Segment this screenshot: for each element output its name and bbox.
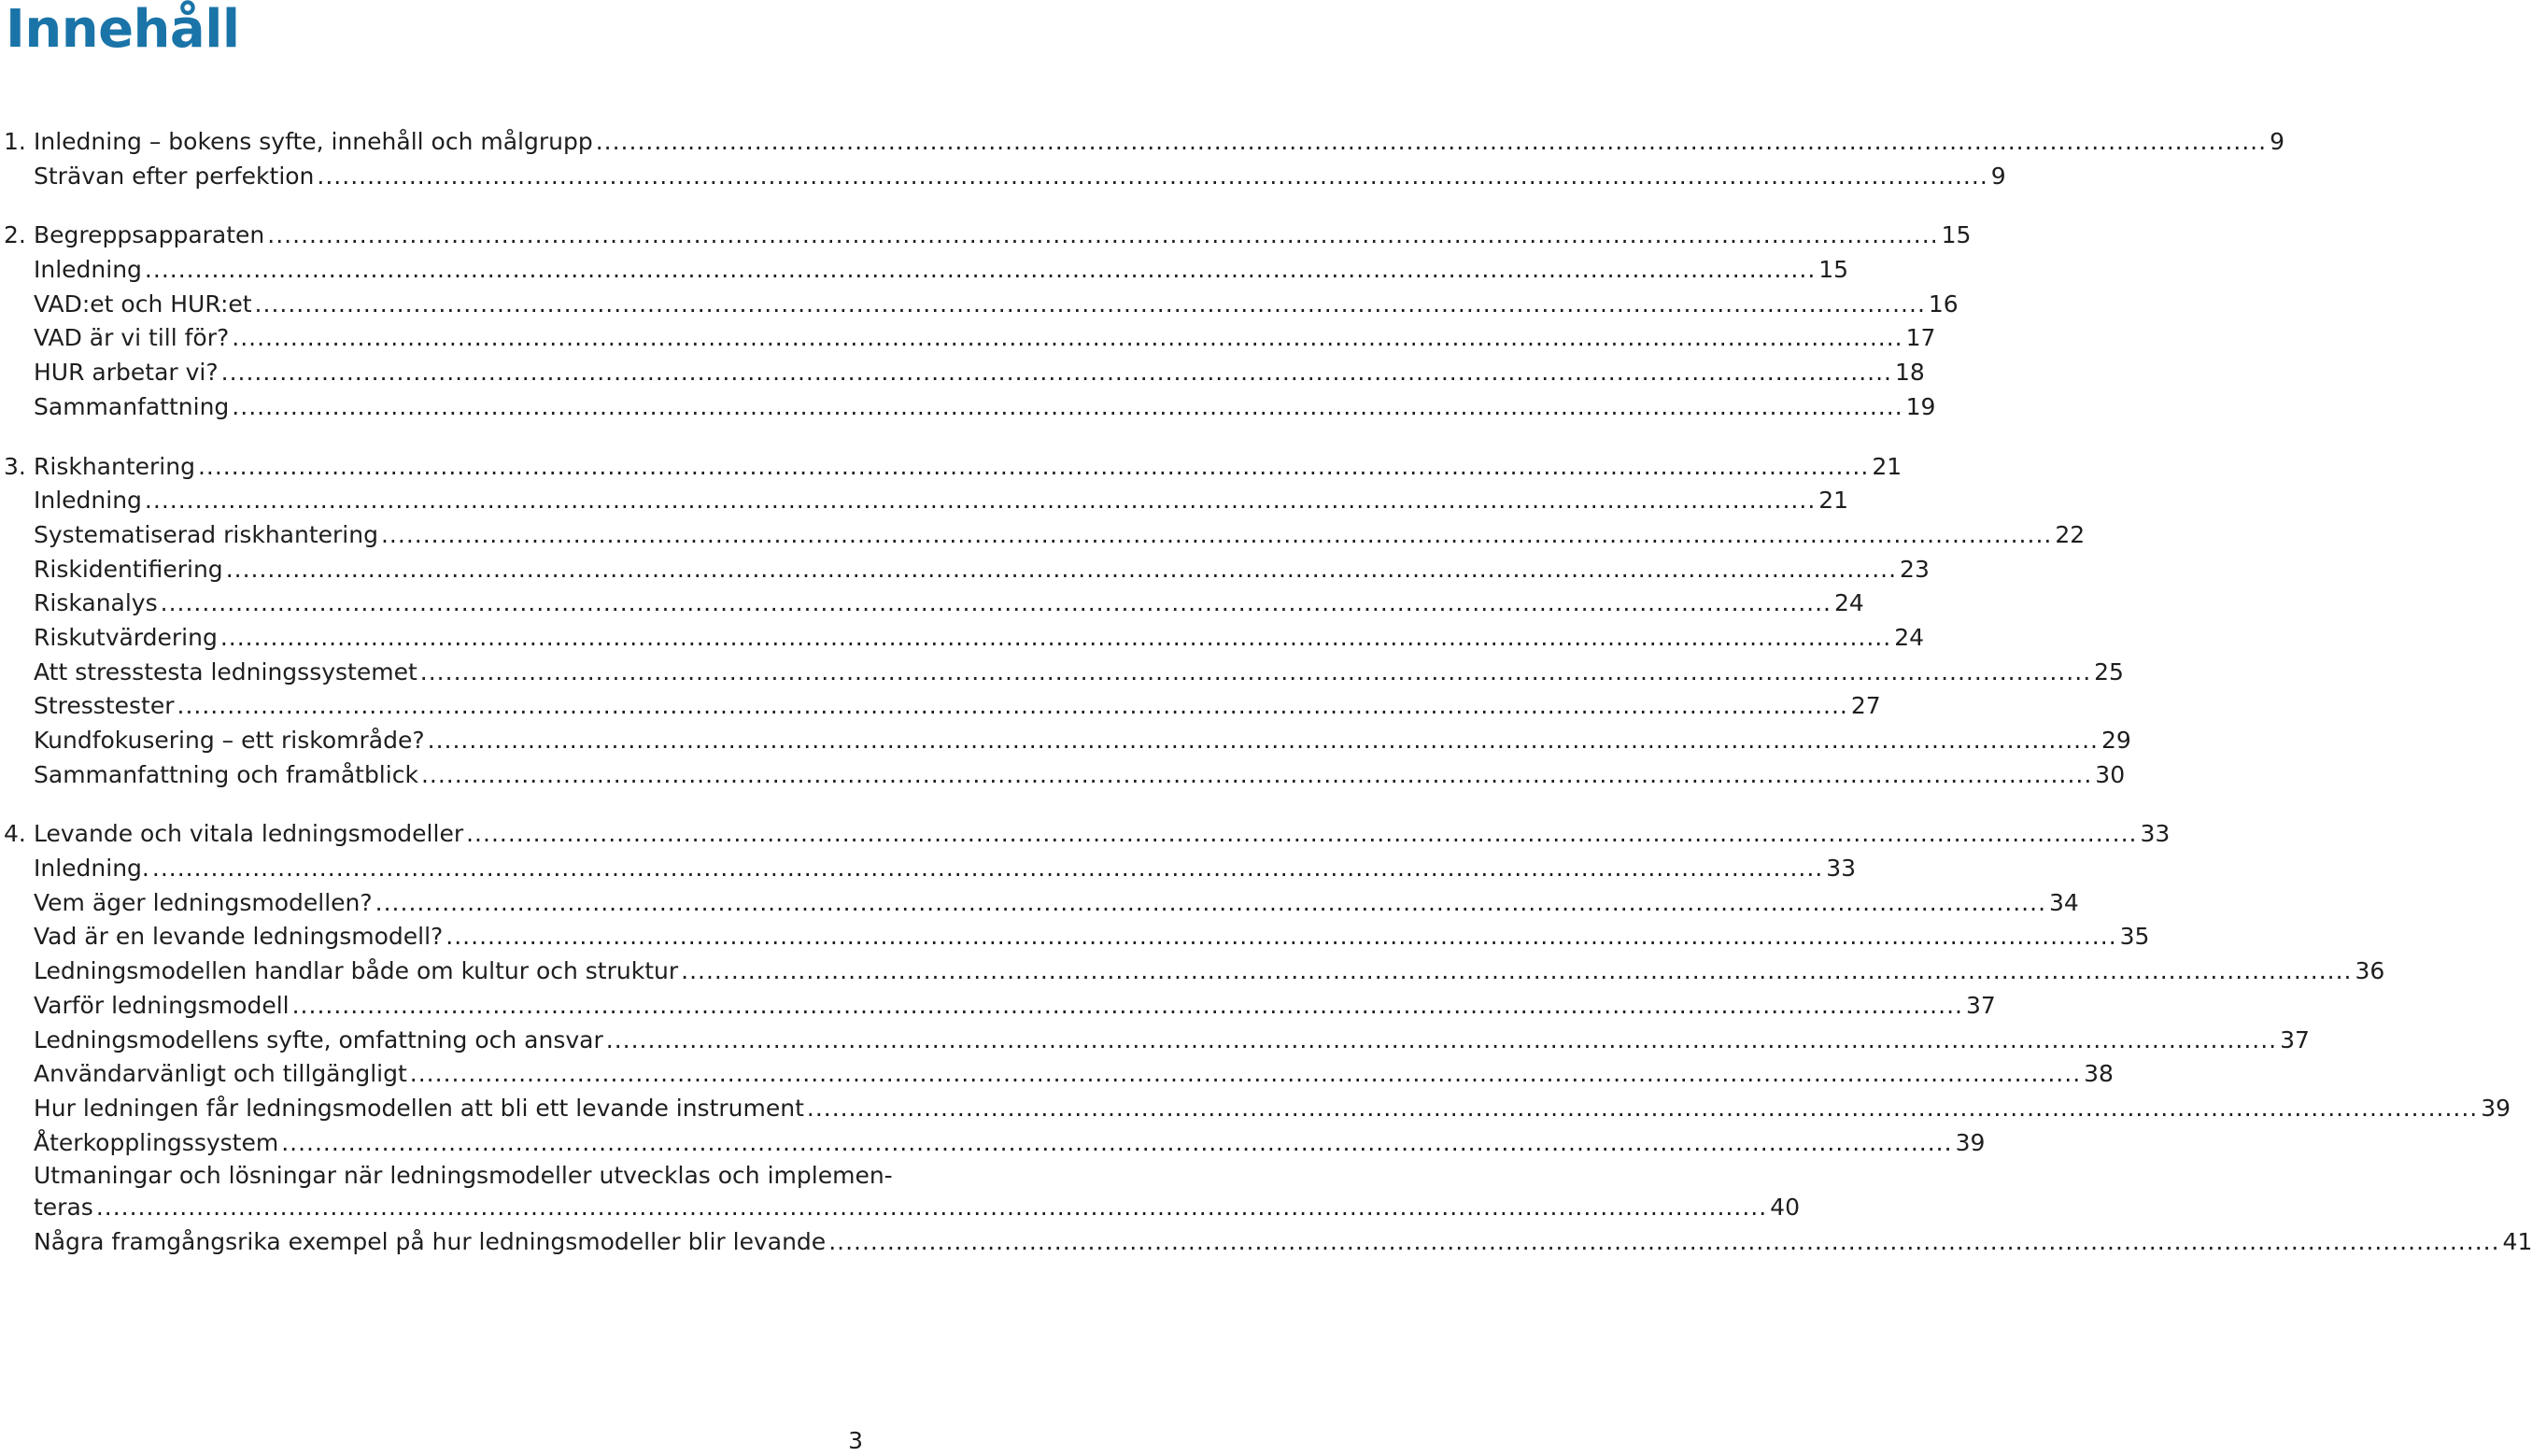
toc-chapter-entry[interactable] xyxy=(0,450,1903,485)
section-title: Strävan efter perfektion xyxy=(34,162,315,190)
page-ref: 19 xyxy=(1905,392,1936,420)
toc-section-entry[interactable] xyxy=(0,356,1925,390)
section-title: Återkopplingssystem xyxy=(34,1128,279,1156)
chapter-title: Inledning – bokens syfte, innehåll och målgrupp xyxy=(34,128,593,155)
chapter-title: Begreppsapparaten xyxy=(34,221,265,249)
chapter-number: 2. xyxy=(4,221,26,249)
toc-section-entry[interactable] xyxy=(0,1092,2511,1126)
section-title: Hur ledningen får ledningsmodellen att bli ett levande instrument xyxy=(34,1094,804,1122)
chapter-number: 3. xyxy=(4,452,26,480)
section-title-continuation xyxy=(34,1191,1800,1225)
page-ref: 35 xyxy=(2119,923,2150,951)
section-title: Utmaningar och lösningar när ledningsmodeller utvecklas och implemen- xyxy=(34,1162,893,1190)
dot-leader xyxy=(221,356,1892,390)
section-title: Inledning xyxy=(34,487,142,515)
toc-section-entry[interactable] xyxy=(0,621,1925,656)
dot-leader xyxy=(807,1092,2478,1126)
dot-leader xyxy=(596,125,2267,160)
toc-section-entry[interactable] xyxy=(0,1024,2310,1058)
section-title: Användarvänligt och tillgängligt xyxy=(34,1060,407,1088)
dot-leader xyxy=(381,518,2052,553)
section-title: Systematiserad riskhantering xyxy=(34,520,378,548)
section-title: Varför ledningsmodell xyxy=(34,991,290,1019)
toc-section-entry[interactable] xyxy=(0,160,2006,194)
dot-leader xyxy=(375,886,2046,921)
dot-leader xyxy=(317,160,1987,194)
page-title: Innehåll xyxy=(6,0,240,60)
chapter-1 xyxy=(0,125,2284,193)
dot-leader xyxy=(281,1126,1952,1161)
toc-chapter-entry[interactable] xyxy=(0,125,2284,160)
page-ref: 25 xyxy=(2094,657,2124,686)
dot-leader xyxy=(145,484,1816,518)
section-title: VAD är vi till för? xyxy=(34,324,230,352)
page-ref: 36 xyxy=(2355,957,2385,985)
page-ref: 34 xyxy=(2049,888,2079,916)
toc-section-entry[interactable] xyxy=(0,288,1959,322)
dot-leader xyxy=(420,656,2091,690)
section-title: Ledningsmodellens syfte, omfattning och ansvar xyxy=(34,1025,603,1053)
dot-leader xyxy=(220,621,1891,656)
toc-section-entry[interactable] xyxy=(0,518,2086,553)
dot-leader xyxy=(145,253,1816,288)
dot-leader xyxy=(232,390,1903,425)
toc-section-entry[interactable] xyxy=(0,758,2126,793)
page-ref: 16 xyxy=(1928,290,1959,318)
page-ref: 15 xyxy=(1941,221,1972,249)
chapter-3 xyxy=(0,450,2131,793)
section-title: Riskidentifiering xyxy=(34,555,223,583)
toc-chapter-entry[interactable] xyxy=(0,219,1972,253)
page-ref: 9 xyxy=(1990,162,2006,190)
dot-leader xyxy=(255,288,1926,322)
toc-section-entry[interactable] xyxy=(0,920,2150,954)
chapter-number: 4. xyxy=(4,820,26,848)
toc-section-entry[interactable] xyxy=(0,253,1849,288)
dot-leader xyxy=(446,920,2116,954)
section-title: Ledningsmodellen handlar både om kultur och struktur xyxy=(34,957,679,985)
dot-leader xyxy=(177,689,1848,724)
dot-leader xyxy=(267,219,1938,253)
dot-leader xyxy=(226,553,1897,587)
section-title: Inledning xyxy=(34,256,142,284)
section-title: Inledning. xyxy=(34,855,149,883)
dot-leader xyxy=(606,1024,2277,1058)
page-ref: 40 xyxy=(1770,1194,1800,1222)
page-ref: 24 xyxy=(1894,623,1925,651)
page-ref: 38 xyxy=(2084,1060,2114,1088)
page-ref: 24 xyxy=(1834,589,1864,617)
page-ref: 33 xyxy=(2140,820,2171,848)
page-ref: 18 xyxy=(1894,359,1925,387)
dot-leader xyxy=(428,724,2099,758)
page-ref: 21 xyxy=(1818,487,1849,515)
toc-section-entry[interactable] xyxy=(0,886,2079,921)
chapter-number: 1. xyxy=(4,128,26,155)
table-of-contents xyxy=(0,125,2532,1285)
dot-leader xyxy=(466,817,2137,852)
dot-leader xyxy=(152,852,1823,886)
section-title: HUR arbetar vi? xyxy=(34,359,219,387)
page-ref: 41 xyxy=(2502,1227,2532,1255)
toc-section-entry[interactable] xyxy=(0,689,1881,724)
toc-section-entry[interactable] xyxy=(0,954,2385,989)
section-title: Några framgångsrika exempel på hur ledningsmodeller blir levande xyxy=(34,1227,827,1255)
section-title: Stresstester xyxy=(34,692,175,720)
page-ref: 37 xyxy=(2280,1025,2310,1053)
page-ref: 33 xyxy=(1826,855,1857,883)
toc-section-entry[interactable] xyxy=(0,1126,1986,1161)
chapter-4 xyxy=(0,817,2532,1259)
page-number: 3 xyxy=(848,1427,863,1454)
chapter-2 xyxy=(0,219,1972,424)
section-title: VAD:et och HUR:et xyxy=(34,290,252,318)
section-title: Vad är en levande ledningsmodell? xyxy=(34,923,444,951)
toc-section-entry[interactable] xyxy=(0,1057,2114,1092)
dot-leader xyxy=(410,1057,2081,1092)
dot-leader xyxy=(96,1191,1767,1225)
section-title: Riskanalys xyxy=(34,589,158,617)
dot-leader xyxy=(421,758,2092,793)
chapter-title: Riskhantering xyxy=(34,452,195,480)
dot-leader xyxy=(161,587,1832,621)
section-title: Vem äger ledningsmodellen? xyxy=(34,888,373,916)
dot-leader xyxy=(232,321,1903,356)
dot-leader xyxy=(828,1225,2499,1260)
dot-leader xyxy=(681,954,2352,989)
section-title: Sammanfattning xyxy=(34,392,230,420)
toc-section-entry[interactable] xyxy=(0,390,1936,425)
toc-section-entry[interactable] xyxy=(0,656,2124,690)
page-ref: 37 xyxy=(1965,991,1996,1019)
section-title: Sammanfattning och framåtblick xyxy=(34,760,418,788)
toc-section-entry[interactable] xyxy=(0,553,1930,587)
toc-section-entry[interactable] xyxy=(0,724,2131,758)
dot-leader xyxy=(198,450,1869,485)
page-ref: 39 xyxy=(1955,1128,1986,1156)
toc-section-entry[interactable] xyxy=(0,587,1864,621)
chapter-title: Levande och vitala ledningsmodeller xyxy=(34,820,464,848)
section-title: teras xyxy=(34,1194,93,1222)
section-title: Kundfokusering – ett riskområde? xyxy=(34,727,425,754)
toc-section-entry[interactable] xyxy=(0,484,1849,518)
page-ref: 21 xyxy=(1872,452,1903,480)
page-ref: 15 xyxy=(1818,256,1849,284)
page-ref: 27 xyxy=(1850,692,1881,720)
toc-section-entry[interactable] xyxy=(0,1160,1800,1225)
section-title: Att stresstesta ledningssystemet xyxy=(34,657,417,686)
page-ref: 39 xyxy=(2481,1094,2511,1122)
section-title: Riskutvärdering xyxy=(34,623,218,651)
page-ref: 17 xyxy=(1905,324,1936,352)
page-ref: 29 xyxy=(2101,727,2131,754)
page-ref: 9 xyxy=(2270,128,2284,155)
toc-section-entry[interactable] xyxy=(0,852,1857,886)
toc-section-entry[interactable] xyxy=(0,1225,2532,1260)
toc-section-entry[interactable] xyxy=(0,321,1936,356)
page-ref: 30 xyxy=(2095,760,2126,788)
dot-leader xyxy=(292,989,1963,1024)
toc-chapter-entry[interactable] xyxy=(0,817,2171,852)
page-ref: 23 xyxy=(1900,555,1930,583)
page-ref: 22 xyxy=(2055,520,2086,548)
toc-section-entry[interactable] xyxy=(0,989,1996,1024)
